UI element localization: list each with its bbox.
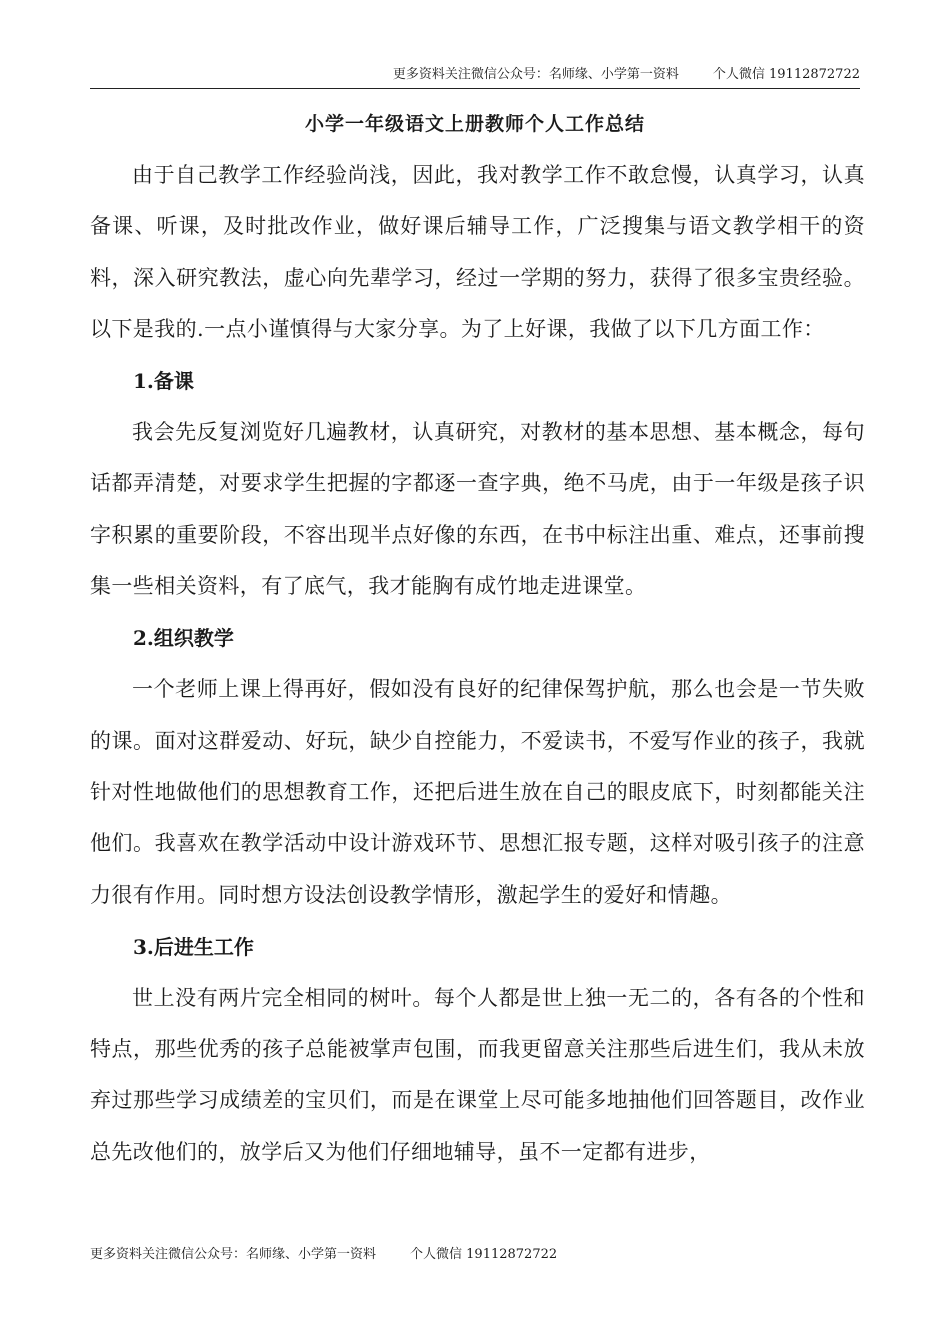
header-wechat: 个人微信 19112872722 [712,67,860,82]
document-title: 小学一年级语文上册教师个人工作总结 [304,113,645,135]
section-paragraph-classroom-organization: 一个老师上课上得再好，假如没有良好的纪律保驾护航，那么也会是一节失败的课。面对这群爱动、好玩，缺少自控能力，不爱读书，不爱写作业的孩子，我就针对性地做他们的思想教育工作，还把后进生放在自己的眼皮底下，时刻都能关注他们。我喜欢在教学活动中设计游戏环节、思想汇报专题，这样对吸引孩子的注意力很有作用。同时想方设法创设教学情形，激起学生的爱好和情趣。 [90,677,865,907]
section-heading-lesson-prep: 1.备课 [133,369,194,394]
section-heading-struggling-students: 3.后进生工作 [133,934,254,959]
page-footer [90,1246,557,1264]
document-body [90,150,865,1178]
footer-public-account: 更多资料关注微信公众号：名师缘、小学第一资料 [90,1247,377,1262]
intro-paragraph: 由于自己教学工作经验尚浅，因此，我对教学工作不敢怠慢，认真学习，认真备课、听课，及时批改作业，做好课后辅导工作，广泛搜集与语文教学相干的资料，深入研究教法，虚心向先辈学习，经过一学期的努力，获得了很多宝贵经验。以下是我的.一点小谨慎得与大家分享。为了上好课，我做了以下几方面工作： [90,163,865,341]
section-paragraph-lesson-prep: 我会先反复浏览好几遍教材，认真研究，对教材的基本思想、基本概念，每句话都弄清楚，对要求学生把握的字都逐一查字典，绝不马虎，由于一年级是孩子识字积累的重要阶段，不容出现半点好像的东西，在书中标注出重、难点，还事前搜集一些相关资料，有了底气，我才能胸有成竹地走进课堂。 [90,420,865,599]
section-heading-classroom-organization: 2.组织教学 [133,626,234,651]
section-paragraph-struggling-students: 世上没有两片完全相同的树叶。每个人都是世上独一无二的，各有各的个性和特点，那些优秀的孩子总能被掌声包围，而我更留意关注那些后进生们，我从未放弃过那些学习成绩差的宝贝们，而是在课堂上尽可能多地抽他们回答题目，改作业总先改他们的，放学后又为他们仔细地辅导，虽不一定都有进步， [90,985,865,1164]
footer-wechat: 个人微信 19112872722 [410,1247,558,1262]
header-public-account: 更多资料关注微信公众号：名师缘、小学第一资料 [392,67,679,82]
page-header [90,66,860,89]
